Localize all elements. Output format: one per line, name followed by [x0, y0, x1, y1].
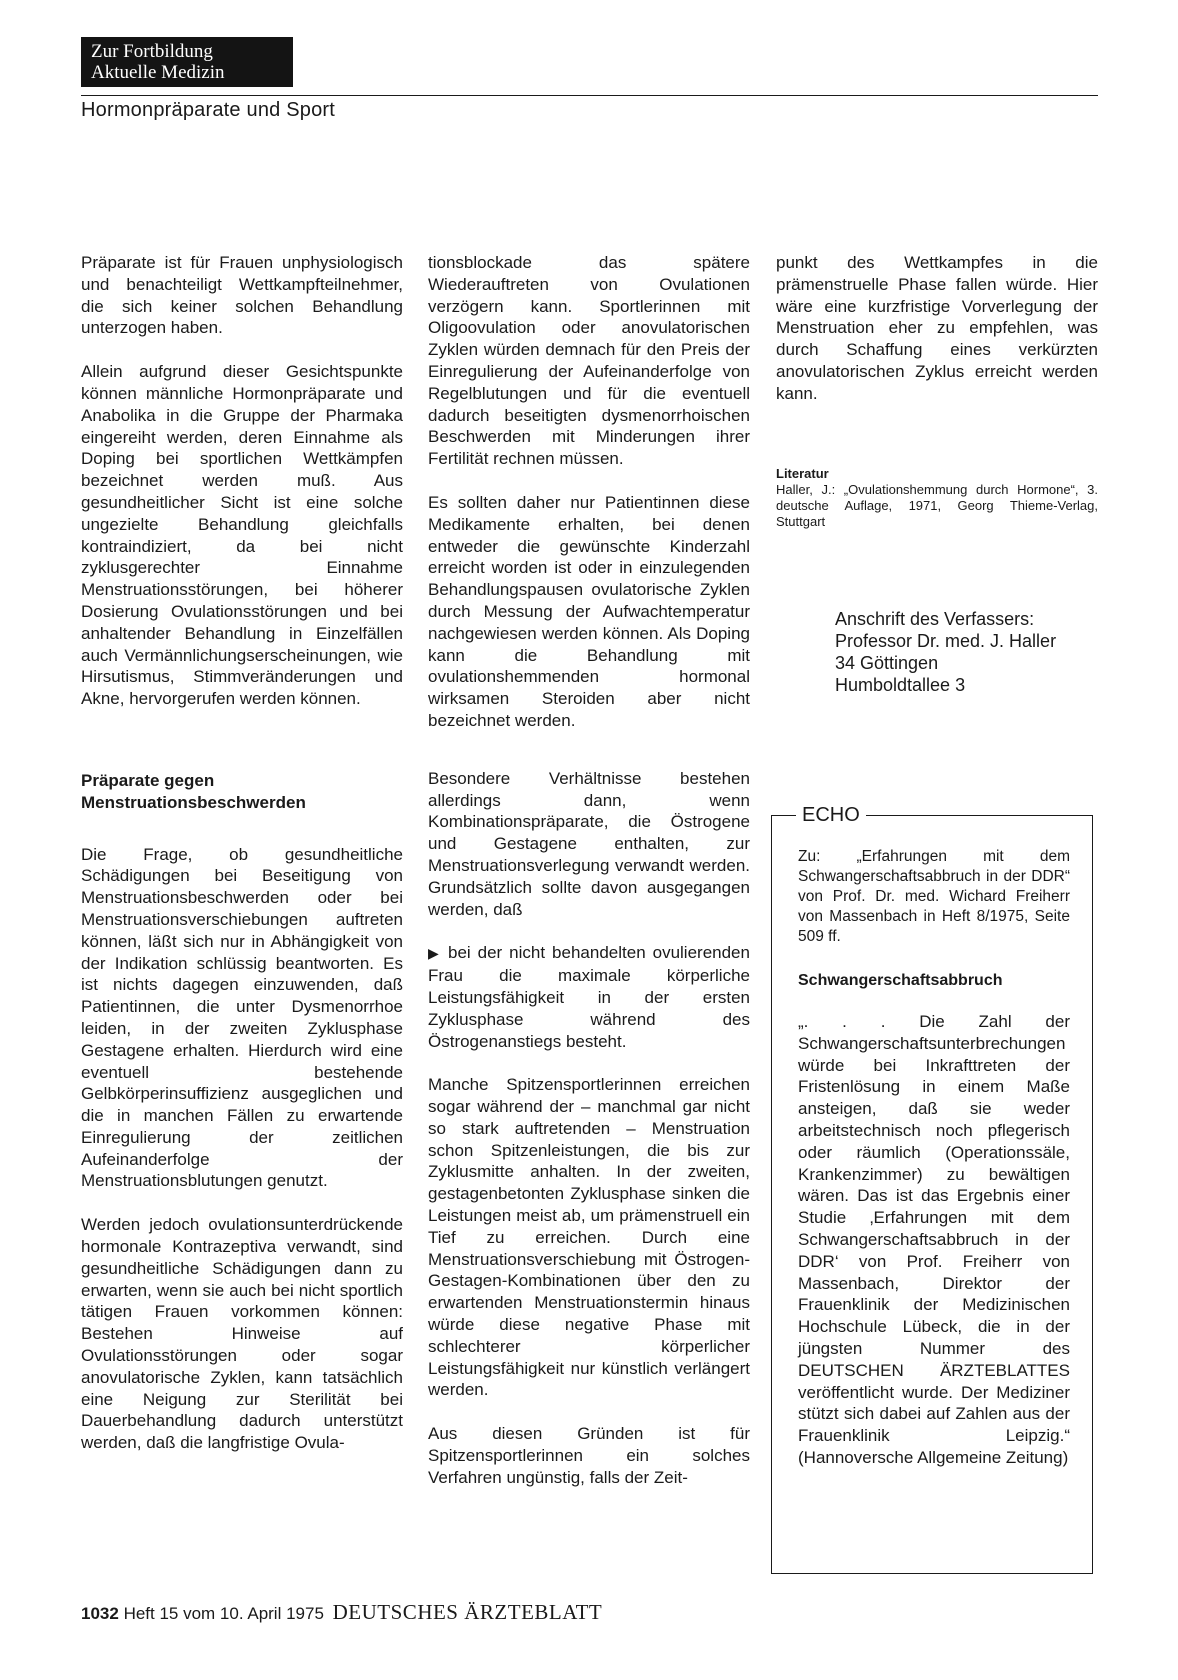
badge-line-2: Aktuelle Medizin — [91, 62, 225, 83]
echo-label: ECHO — [796, 802, 866, 828]
address-line: 34 Göttingen — [835, 653, 939, 673]
section-badge — [81, 37, 293, 87]
header-rule — [81, 95, 1098, 96]
paragraph: Allein aufgrund dieser Gesichtspunkte können männliche Hormonpräparate und Anabolika in die Gruppe der Pharmaka eingereiht werden, deren Einnahme als Doping bei sportlichen Wettkämpfen bezeichnet werden muß. Aus gesundheitlicher Sicht ist eine solche ungezielte Behandlung gleichfalls kontraindiziert, da bei nicht zyklusgerechter Einnahme Menstruationsstörungen, bei höherer Dosierung Ovulationsstörungen und bei anhaltender Behandlung in Einzelfällen auch Vermännlichungserscheinungen, wie Hirsutismus, Stimmveränderungen und Akne, hervorgerufen werden können. — [81, 362, 403, 709]
bullet-text: bei der nicht behandelten ovulierenden Frau die maximale körperliche Leistungsfähigkeit in der ersten Zyklusphase während des Östrogenanstiegs besteht. — [428, 943, 750, 1051]
bullet-paragraph — [428, 942, 750, 1052]
badge-line-1: Zur Fortbildung — [91, 41, 213, 62]
page-number: 1032 — [81, 1604, 119, 1623]
column-3 — [776, 252, 1098, 530]
echo-body: „. . . Die Zahl der Schwangerschaftsunterbrechungen würde bei Inkrafttreten der Fristenlösung in einem Maße ansteigen, daß sie weder arbeitstechnisch noch pflegerisch oder räumlich (Operationssäle, Krankenzimmer) zu bewältigen wären. Das ist das Ergebnis einer Studie ‚Erfahrungen mit dem Schwangerschaftsabbruch in der DDR‘ von Prof. Freiherr von Massenbach, Direktor der Frauenklinik der Medizinischen Hochschule Lübeck, die in der jüngsten Nummer des DEUTSCHEN ÄRZTEBLATTES veröffentlicht wurde. Der Mediziner stützt sich dabei auf Zahlen aus der Frauenklinik Leipzig.“ (Hannoversche Allgemeine Zeitung) — [798, 1012, 1070, 1467]
paragraph: Besondere Verhältnisse bestehen allerdings dann, wenn Kombinationspräparate, die Östrogene und Gestagene enthalten, zur Menstruationsverlegung verwandt werden. Grundsätzlich sollte davon ausgegangen werden, daß — [428, 768, 750, 919]
column-2 — [428, 252, 750, 1489]
paragraph: tionsblockade das spätere Wiederauftreten von Ovulationen verzögern kann. Sportlerinnen mit Oligoovulation oder anovulatorischen Zyklen würden demnach für den Preis der Einregulierung der Aufeinanderfolge von Regelblutungen und für die eventuell dadurch beseitigten dysmenorrhoischen Beschwerden mit Minderungen ihrer Fertilität rechnen müssen. — [428, 253, 750, 469]
subheading — [81, 770, 403, 814]
echo-heading: Schwangerschaftsabbruch — [798, 972, 1003, 989]
section-title: Hormonpräparate und Sport — [81, 99, 336, 121]
literature-heading: Literatur — [776, 465, 829, 481]
subheading-line-1: Präparate gegen — [81, 770, 215, 790]
address-line: Humboldtallee 3 — [835, 675, 966, 695]
author-address — [835, 608, 1056, 696]
paragraph: Präparate ist für Frauen unphysiologisch und benachteiligt Wettkampfteilnehmer, die sich keiner solchen Behandlung unterzogen haben. — [81, 253, 403, 338]
address-line: Anschrift des Verfassers: — [835, 609, 1035, 629]
literature-entry: Haller, J.: „Ovulationshemmung durch Hormone“, 3. deutsche Auflage, 1971, Georg Thieme-Verlag, Stuttgart — [776, 481, 1098, 529]
journal-name: DEUTSCHES ÄRZTEBLATT — [332, 1600, 603, 1624]
paragraph: Es sollten daher nur Patientinnen diese Medikamente erhalten, bei denen entweder die gewünschte Kinderzahl erreicht worden ist oder in einzulegenden Behandlungspausen ovulatorische Zyklen durch Messung der Aufwachtemperatur nachgewiesen werden können. Als Doping kann die Behandlung mit ovulationshemmenden hormonal wirksamen Steroiden aber nicht bezeichnet werden. — [428, 492, 750, 730]
address-line: Professor Dr. med. J. Haller — [835, 631, 1057, 651]
paragraph: punkt des Wettkampfes in die prämenstruelle Phase fallen würde. Hier wäre eine kurzfristige Vorverlegung der Menstruation eher zu empfehlen, was durch Schaffung eines verkürzten anovulatorischen Zyklus erreicht werden kann. — [776, 253, 1098, 403]
paragraph: Aus diesen Gründen ist für Spitzensportlerinnen ein solches Verfahren ungünstig, falls der Zeit- — [428, 1424, 750, 1487]
triangle-bullet-icon: ▶ — [428, 945, 442, 962]
echo-reference: Zu: „Erfahrungen mit dem Schwangerschaftsabbruch in der DDR“ von Prof. Dr. med. Wichard Freiherr von Massenbach in Heft 8/1975, Seite 509 ff. — [798, 848, 1070, 945]
page-footer — [81, 1600, 602, 1626]
issue-info: Heft 15 vom 10. April 1975 — [123, 1604, 324, 1623]
echo-content — [798, 847, 1070, 1469]
paragraph: Werden jedoch ovulationsunterdrückende hormonale Kontrazeptiva verwandt, sind gesundheitliche Schädigungen dann zu erwarten, wenn sie auch bei nicht sportlich tätigen Frauen vorkommen können: Bestehen Hinweise auf Ovulationsstörungen oder sogar anovulatorische Zyklen, kann tatsächlich eine Neigung zur Sterilität bei Dauerbehandlung dadurch unterstützt werden, daß die langfristige Ovula- — [81, 1215, 403, 1453]
subheading-line-2: Menstruationsbeschwerden — [81, 792, 306, 812]
column-1 — [81, 252, 403, 1454]
paragraph: Manche Spitzensportlerinnen erreichen sogar während der – manchmal gar nicht so stark auftretenden – Menstruation schon Spitzenleistungen, die bis zur Zyklusmitte anhalten. In der zweiten, gestagenbetonten Zyklusphase sinken die Leistungen meist ab, um prämenstruell ein Tief zu erreichen. Durch eine Menstruationsverschiebung mit Östrogen-Gestagen-Kombinationen über den zu erwartenden Menstruationstermin hinaus würde diese negative Phase mit schlechterer körperlicher Leistungsfähigkeit nur künstlich verlängert werden. — [428, 1075, 750, 1400]
paragraph: Die Frage, ob gesundheitliche Schädigungen bei Beseitigung von Menstruationsbeschwerden oder bei Menstruationsverschiebungen auftreten können, läßt sich nur in Abhängigkeit von der Indikation schlüssig beantworten. Es ist nichts dagegen einzuwenden, daß Patientinnen, die unter Dysmenorrhoe leiden, in der zweiten Zyklusphase Gestagene erhalten. Hierdurch wird eine eventuell bestehende Gelbkörperinsuffizienz ausgeglichen und die in manchen Fällen zu erwartende Einregulierung der zeitlichen Aufeinanderfolge der Menstruationsblutungen genutzt. — [81, 844, 403, 1191]
